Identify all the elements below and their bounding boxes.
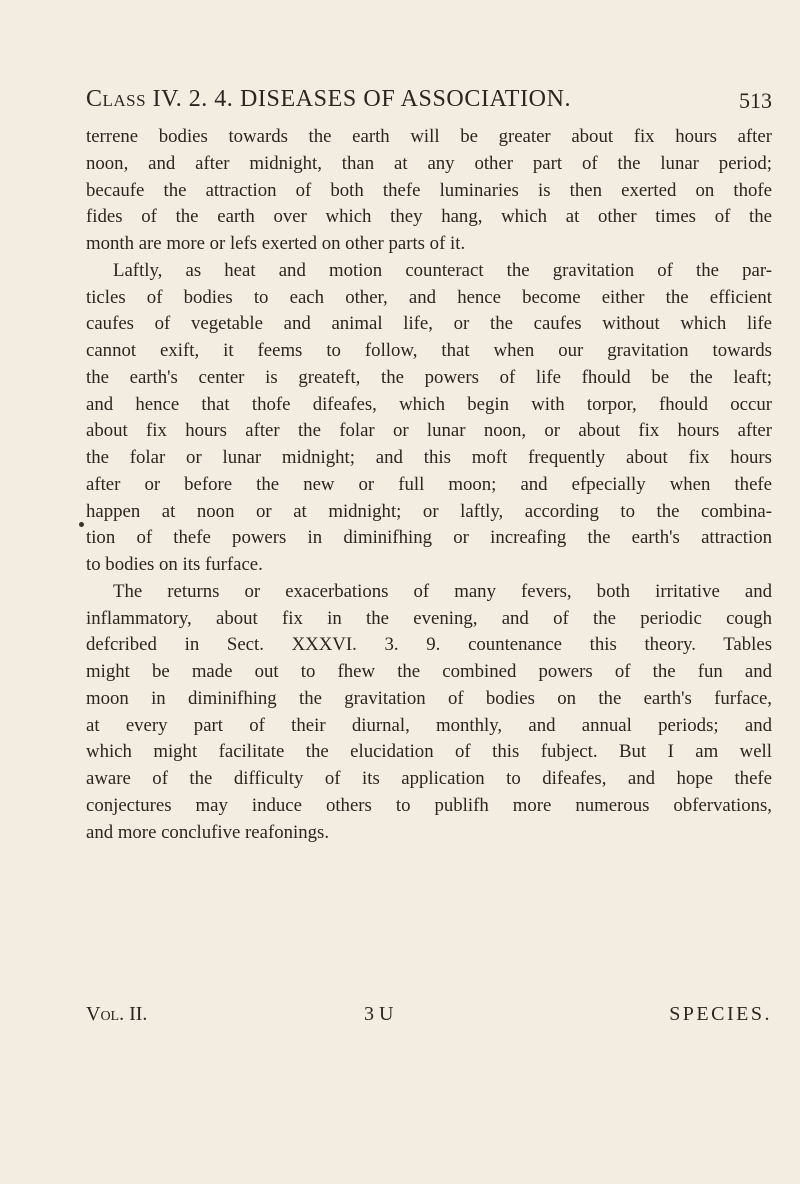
signature-mark: 3 U (364, 1003, 394, 1025)
running-header (86, 86, 772, 122)
text-line: to bodies on its furface. (86, 554, 263, 575)
text-line: and hence that thofe difeafes, which begin with torpor, fhould occur (86, 393, 772, 415)
paragraph-1 (86, 124, 772, 258)
text-line: conjectures may induce others to publifh more numerous obfervations, (86, 794, 772, 816)
text-line: about fix hours after the folar or lunar noon, or about fix hours after (86, 420, 772, 442)
text-line: The returns or exacerbations of many fevers, both irritative and (113, 580, 772, 602)
class-label: Class IV. 2. 4. (86, 86, 234, 112)
body-text (86, 124, 772, 846)
paragraph-2 (86, 258, 772, 579)
text-line: ticles of bodies to each other, and hence become either the efficient (86, 286, 772, 308)
text-line: fides of the earth over which they hang, which at other times of the (86, 206, 772, 228)
text-line: caufes of vegetable and animal life, or the caufes without which life (86, 313, 772, 335)
text-line: which might facilitate the elucidation of this fubject. But I am well (86, 741, 772, 763)
text-line: tion of thefe powers in diminifhing or increafing the earth's attraction (86, 527, 772, 549)
chapter-title: DISEASES OF ASSOCIATION. (240, 86, 572, 112)
text-line: moon in diminifhing the gravitation of bodies on the earth's furface, (86, 687, 772, 709)
text-line: month are more or lefs exerted on other parts of it. (86, 233, 466, 254)
text-line: Laftly, as heat and motion counteract the gravitation of the par- (113, 259, 772, 281)
paragraph-3 (86, 579, 772, 847)
text-line: at every part of their diurnal, monthly, and annual periods; and (86, 714, 772, 736)
page-footer (86, 1003, 772, 1033)
margin-mark (79, 522, 84, 527)
text-line: terrene bodies towards the earth will be greater about fix hours after (86, 126, 772, 147)
text-line: cannot exift, it feems to follow, that when our gravitation towards (86, 340, 772, 361)
text-line: might be made out to fhew the combined powers of the fun and (86, 661, 772, 682)
text-line: aware of the difficulty of its application to difeafes, and hope thefe (86, 768, 772, 789)
text-line: happen at noon or at midnight; or laftly, according to the combina- (86, 500, 772, 522)
volume-label: Vol. II. (86, 1003, 148, 1025)
catchword: SPECIES. (669, 1003, 772, 1025)
text-line: becaufe the attraction of both thefe luminaries is then exerted on thofe (86, 179, 772, 201)
text-line: the folar or lunar midnight; and this moft frequently about fix hours (86, 447, 772, 468)
page-number: 513 (739, 88, 772, 113)
text-line: after or before the new or full moon; and efpecially when thefe (86, 473, 772, 495)
text-line: inflammatory, about fix in the evening, and of the periodic cough (86, 607, 772, 629)
text-line: defcribed in Sect. XXXVI. 3. 9. countenance this theory. Tables (86, 634, 772, 656)
text-line: and more conclufive reafonings. (86, 821, 330, 843)
text-line: the earth's center is greateft, the powers of life fhould be the leaft; (86, 366, 772, 388)
text-line: noon, and after midnight, than at any other part of the lunar period; (86, 152, 772, 174)
